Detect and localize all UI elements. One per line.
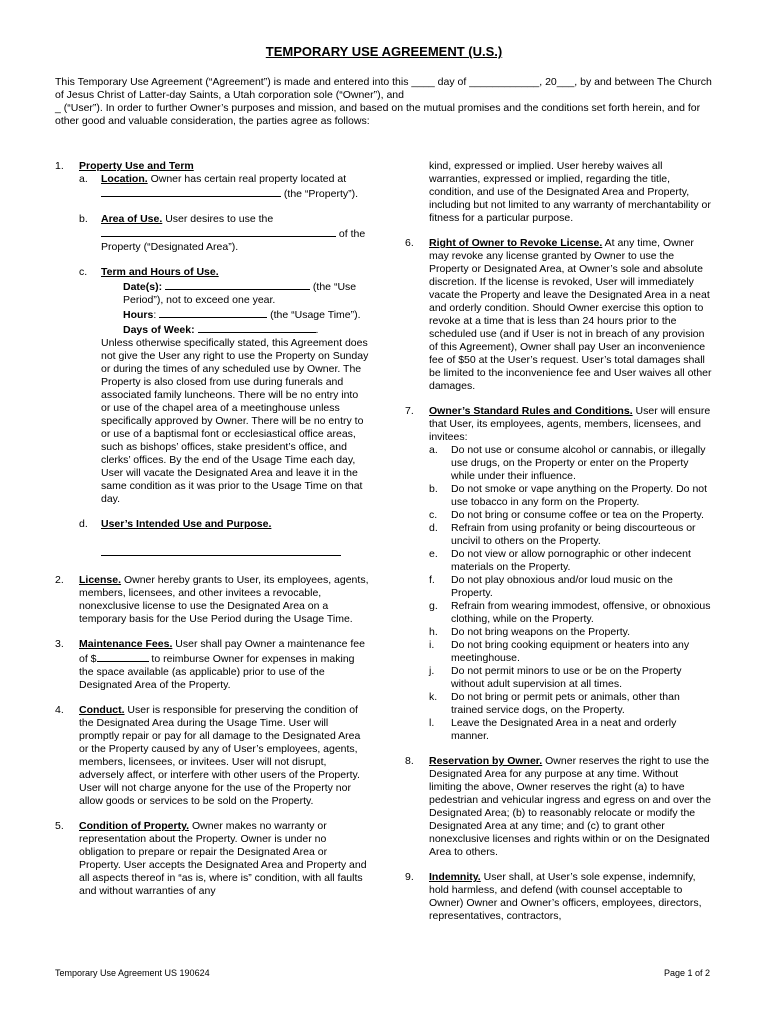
section-6 <box>405 237 713 393</box>
area-blank[interactable] <box>101 226 336 237</box>
hours-label: Hours <box>123 309 154 321</box>
rule-letter: j. <box>429 665 435 677</box>
subsection-text-tail: of the Property (“Designated Area”). <box>101 228 366 253</box>
rule-item <box>429 691 713 717</box>
section-9 <box>405 871 713 923</box>
rule-text: Refrain from wearing immodest, offensive, or obnoxious clothing, while on the Property. <box>451 600 711 625</box>
subsection-heading: Location. <box>101 173 148 185</box>
rule-text: Do not bring or permit pets or animals, other than trained service dogs, on the Property. <box>451 691 680 716</box>
section-heading: Condition of Property. <box>79 820 190 832</box>
section-text: User is responsible for preserving the condition of the Designated Area during the Usage Time. User will promptly repair or pay for all damage to the Designated Area or the Property caused by any of User’s employees, agents, members, licensees, or invitees. User will not disrupt, adversely affect, or interfere with other users of the Property. User will not charge anyone for the use of the Property nor allow goods or services to be sold on the Property. <box>79 704 361 807</box>
subsection-text: Owner has certain real property located at <box>147 173 347 185</box>
days-blank[interactable] <box>198 322 316 333</box>
rule-item <box>429 522 713 548</box>
section-number: 9. <box>405 871 414 883</box>
intro-line-2: _ (“User”). In order to further Owner’s purposes and mission, and based on the mutual promises and the conditions set forth herein, and for other good and valuable consideration, the parties agree as follows: <box>55 102 701 127</box>
rule-item <box>429 639 713 665</box>
hours-blank[interactable] <box>159 307 267 318</box>
subsection-1d <box>79 518 370 560</box>
rule-text: Refrain from using profanity or being discourteous or uncivil to others on the Property. <box>451 522 696 547</box>
section-4 <box>55 704 370 808</box>
section-heading: License. <box>79 574 122 586</box>
rule-letter: f. <box>429 574 435 586</box>
intro-paragraph <box>55 76 715 128</box>
hours-tail: (the “Usage Time”). <box>267 309 361 321</box>
section-5-continued <box>405 160 713 225</box>
rule-item <box>429 574 713 600</box>
rule-item <box>429 717 713 743</box>
subsection-letter: a. <box>79 173 88 185</box>
rule-letter: d. <box>429 522 438 534</box>
subsection-1b <box>79 213 370 254</box>
right-column <box>405 160 713 923</box>
rule-letter: a. <box>429 444 438 456</box>
section-3 <box>55 638 370 692</box>
section-number: 1. <box>55 160 64 172</box>
section-2 <box>55 574 370 626</box>
rule-letter: k. <box>429 691 438 703</box>
subsection-letter: c. <box>79 266 88 278</box>
subsection-letter: d. <box>79 518 88 530</box>
subsection-heading: User’s Intended Use and Purpose. <box>101 518 272 530</box>
rule-item <box>429 444 713 483</box>
dates-row: Date(s): (the “Use Period”), not to exceed one year. <box>123 281 357 306</box>
rule-text: Do not play obnoxious and/or loud music on the Property. <box>451 574 673 599</box>
document-title: TEMPORARY USE AGREEMENT (U.S.) <box>265 44 503 59</box>
section-text: User shall, at User’s sole expense, indemnify, hold harmless, and defend (with counsel acceptable to Owner) Owner and Owner’s officers, employees, directors, representatives, contractors, <box>429 871 702 922</box>
section-text: User shall pay Owner a maintenance fee of $ <box>79 638 365 665</box>
rule-letter: l. <box>429 717 435 729</box>
left-column <box>55 160 370 898</box>
rule-text: Do not bring weapons on the Property. <box>451 626 630 638</box>
section-text: Owner makes no warranty or representation about the Property. Owner is under no obligation to prepare or repair the Designated Area or Property. User accepts the Designated Area and Property and all aspects thereof in “as is, where is” condition, with all faults and without warranties of any <box>79 820 367 897</box>
section-1 <box>55 160 370 560</box>
section-heading: Owner’s Standard Rules and Conditions. <box>429 405 633 417</box>
rule-item <box>429 548 713 574</box>
rule-item <box>429 626 713 639</box>
section-text-tail: to reimburse Owner for expenses in making the space available (as applicable) prior to use of the Designated Area of the Property. <box>79 653 355 691</box>
subsection-text-tail: (the “Property”). <box>281 188 359 200</box>
intended-use-blank[interactable] <box>101 545 341 556</box>
rule-text: Do not smoke or vape anything on the Property. Do not use tobacco in any form on the Property. <box>451 483 708 508</box>
rule-letter: e. <box>429 548 438 560</box>
rule-text: Leave the Designated Area in a neat and orderly manner. <box>451 717 677 742</box>
days-label: Days of Week <box>123 324 192 336</box>
section-number: 5. <box>55 820 64 832</box>
term-body: Unless otherwise specifically stated, this Agreement does not give the User any right to use the Property on Sunday or during the times of any scheduled use by Owner. The Property is also closed from use during funerals and associated family luncheons. There will be no entry into or use of the chapel area of a meetinghouse unless specifically approved by Owner. There will be no entry to or use of a baptismal font or ecclesiastical office areas, such as bishops’ offices, stake president’s office, and clerks’ offices. By the end of the Usage Time each day, User will vacate the Designated Area and leave it in the same condition as it was prior to the Usage Time on that day. <box>101 337 369 505</box>
rule-text: Do not permit minors to use or be on the Property without adult supervision at all times. <box>451 665 682 690</box>
section-text: At any time, Owner may revoke any license granted by Owner to use the Property or Designated Area, at Owner’s sole and absolute discretion. If the license is revoked, User will immediately vacate the Property and leave the Designated Area in a neat and orderly condition. Should Owner exercise this option to revoke at a time that is less than 24 hours prior to the scheduled use (and if User is not in breach of any provision of this Agreement), Owner shall pay User an inconvenience fee of $50 at the User’s request. User’s total damages shall be limited to the inconvenience fee and User waives all other damages. <box>429 237 712 392</box>
location-blank[interactable] <box>101 186 281 197</box>
section-text: Owner reserves the right to use the Designated Area for any purpose at any time. Without limiting the above, Owner reserves the right (a) to have pedestrian and vehicular ingress and egress on and over the Designated Area; (b) to reasonably relocate or modify the Designated Area at any time; and (c) to grant other nonexclusive licenses and rights within or on the Designated Area to others. <box>429 755 711 858</box>
subsection-heading: Area of Use. <box>101 213 163 225</box>
section-number: 6. <box>405 237 414 249</box>
subsection-letter: b. <box>79 213 88 225</box>
section-heading: Property Use and Term <box>79 160 194 172</box>
rule-letter: i. <box>429 639 435 651</box>
section-number: 8. <box>405 755 414 767</box>
rule-item <box>429 509 713 522</box>
section-text: User will ensure that User, its employees, agents, members, licensees, and invitees: <box>429 405 711 443</box>
rule-text: Do not bring cooking equipment or heaters into any meetinghouse. <box>451 639 690 664</box>
intro-line-1: This Temporary Use Agreement (“Agreement”) is made and entered into this ____ day of ____________, 20___, by and between The Church of Jesus Christ of Latter-day Saints, a Utah corporation sole (“Owner”), and <box>55 76 712 101</box>
section-number: 4. <box>55 704 64 716</box>
footer-page-number: Page 1 of 2 <box>663 968 710 978</box>
section-heading: Reservation by Owner. <box>429 755 543 767</box>
fee-blank[interactable] <box>97 651 149 662</box>
dates-label: Date(s) <box>123 281 159 293</box>
section-heading: Conduct. <box>79 704 125 716</box>
rule-text: Do not use or consume alcohol or cannabis, or illegally use drugs, on the Property or enter on the Property while under their influence. <box>451 444 706 482</box>
footer-document-id: Temporary Use Agreement US 190624 <box>55 968 210 978</box>
dates-blank[interactable] <box>165 279 310 290</box>
section-text: Owner hereby grants to User, its employees, agents, members, licensees, and other invitees a revocable, nonexclusive license to use the Designated Area on a temporary basis for the Use Period during the Usage Time. <box>79 574 369 625</box>
dates-tail: (the “Use Period”), not to exceed one year. <box>123 281 357 306</box>
subsection-1a <box>79 173 370 201</box>
subsection-text: User desires to use the <box>162 213 274 225</box>
rule-text: Do not view or allow pornographic or other indecent materials on the Property. <box>451 548 691 573</box>
rules-list <box>429 444 713 743</box>
rule-letter: b. <box>429 483 438 495</box>
rule-letter: c. <box>429 509 438 521</box>
section-5 <box>55 820 370 898</box>
section-8 <box>405 755 713 859</box>
section-text: kind, expressed or implied. User hereby waives all warranties, expressed or implied, regarding the title, condition, and use of the Designated Area and Property, including but not limited to any warranty of merchantability or fitness for a particular purpose. <box>429 160 711 224</box>
section-7 <box>405 405 713 743</box>
section-heading: Maintenance Fees. <box>79 638 173 650</box>
rule-letter: g. <box>429 600 438 612</box>
rule-item <box>429 665 713 691</box>
section-heading: Right of Owner to Revoke License. <box>429 237 603 249</box>
days-row: Days of Week: . <box>123 324 319 336</box>
rule-text: Do not bring or consume coffee or tea on the Property. <box>451 509 704 521</box>
subsection-heading: Term and Hours of Use. <box>101 266 219 278</box>
section-number: 2. <box>55 574 64 586</box>
rule-item <box>429 600 713 626</box>
hours-row: Hours: (the “Usage Time”). <box>123 309 361 321</box>
rule-item <box>429 483 713 509</box>
rule-letter: h. <box>429 626 438 638</box>
section-number: 7. <box>405 405 414 417</box>
section-number: 3. <box>55 638 64 650</box>
section-heading: Indemnity. <box>429 871 481 883</box>
subsection-1c <box>79 266 370 506</box>
